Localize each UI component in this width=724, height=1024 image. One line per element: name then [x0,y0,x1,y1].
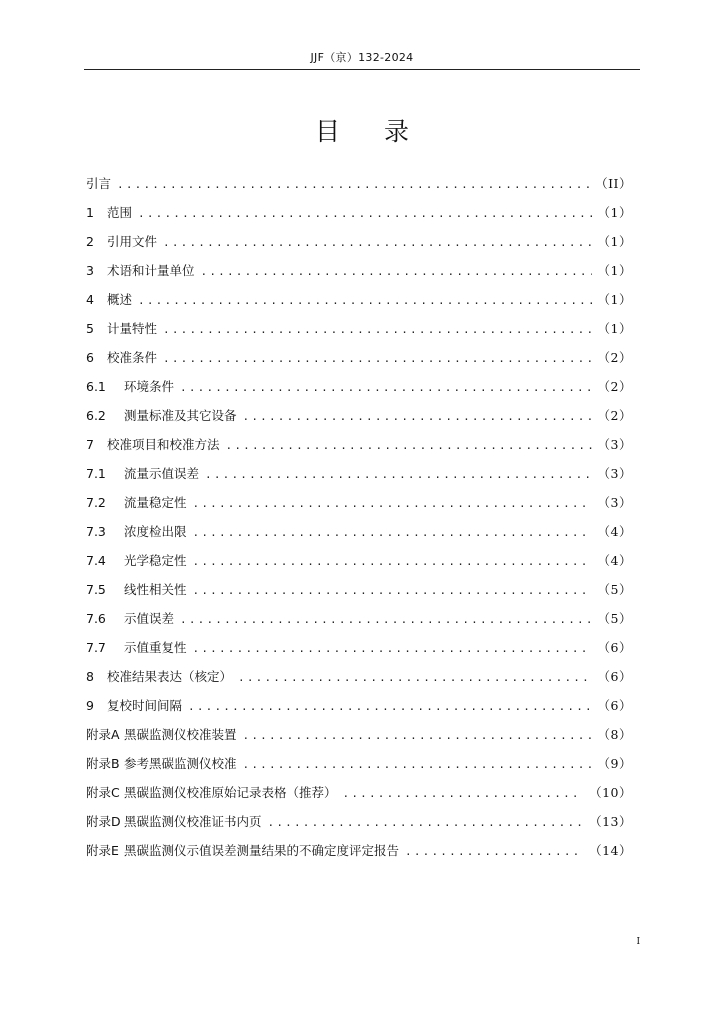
toc-entry[interactable] [86,522,632,551]
toc-entry[interactable] [86,696,632,725]
toc-entry-number: 附录A [86,727,120,742]
toc-entry-page: （3） [597,466,632,481]
toc-entry-number: 附录B [86,756,120,771]
toc-dot-leader [193,639,592,659]
toc-entry-label: 引言 [86,176,112,191]
toc-entry[interactable] [86,667,632,696]
toc-dot-leader [243,726,592,746]
toc-entry-number: 7.5 [86,582,106,597]
toc-dot-leader [268,813,584,833]
toc-entry-number: 附录C [86,785,120,800]
toc-entry-label: 校准结果表达（核定） [107,669,233,684]
toc-entry[interactable] [86,551,632,580]
toc-entry-label: 引用文件 [107,234,158,249]
toc-entry-label: 环境条件 [124,379,175,394]
toc-entry-page: （2） [597,408,632,423]
toc-dot-leader [343,784,584,804]
toc-entry-label: 测量标准及其它设备 [124,408,237,423]
toc-entry-number: 7.6 [86,611,106,626]
toc-dot-leader [193,523,592,543]
toc-entry-number: 6.2 [86,408,106,423]
toc-entry-label: 线性相关性 [124,582,187,597]
toc-entry-label: 范围 [107,205,133,220]
toc-entry-page: （9） [597,756,632,771]
toc-dot-leader [163,320,592,340]
toc-dot-leader [205,465,592,485]
running-header [84,48,640,70]
toc-entry-number: 7 [86,437,94,452]
toc-entry-number: 6.1 [86,379,106,394]
toc-entry-number: 附录D [86,814,121,829]
toc-entry[interactable] [86,435,632,464]
toc-entry[interactable] [86,203,632,232]
toc-entry-label: 示值误差 [124,611,175,626]
toc-dot-leader [163,349,592,369]
toc-entry[interactable] [86,319,632,348]
toc-entry-label: 示值重复性 [124,640,187,655]
toc-entry-label: 浓度检出限 [124,524,187,539]
title-char-left: 目 [314,117,340,146]
toc-dot-leader [243,755,592,775]
toc-entry-number: 7.4 [86,553,106,568]
toc-entry-page: （1） [597,205,632,220]
toc-entry-page: （8） [597,727,632,742]
toc-entry-number: 7.3 [86,524,106,539]
toc-entry[interactable] [86,493,632,522]
toc-entry-page: （2） [597,350,632,365]
toc-entry[interactable] [86,812,632,841]
toc-dot-leader [243,407,592,427]
toc-entry-number: 2 [86,234,94,249]
toc-entry[interactable] [86,261,632,290]
toc-dot-leader [201,262,592,282]
toc-entry-page: （3） [597,495,632,510]
toc-entry[interactable] [86,406,632,435]
toc-entry[interactable] [86,841,632,870]
toc-entry-number: 3 [86,263,94,278]
toc-entry-label: 黑碳监测仪校准证书内页 [124,814,262,829]
toc-entry-label: 校准条件 [107,350,158,365]
toc-entry-page: （5） [597,611,632,626]
toc-entry-page: （6） [597,640,632,655]
toc-entry-page: （II） [595,176,632,191]
toc-entry[interactable] [86,464,632,493]
toc-dot-leader [138,204,592,224]
toc-entry-label: 流量稳定性 [124,495,187,510]
toc-dot-leader [180,378,592,398]
toc-entry[interactable] [86,580,632,609]
toc-entry-label: 复校时间间隔 [107,698,183,713]
toc-entry-label: 黑碳监测仪示值误差测量结果的不确定度评定报告 [124,843,400,858]
toc-dot-leader [226,436,592,456]
table-of-contents [86,174,632,870]
toc-entry-label: 概述 [107,292,133,307]
toc-dot-leader [238,668,592,688]
toc-dot-leader [193,494,592,514]
toc-entry-number: 附录E [86,843,119,858]
toc-entry-label: 光学稳定性 [124,553,187,568]
toc-entry-page: （13） [589,814,632,829]
page-title [84,112,640,152]
toc-entry-label: 计量特性 [107,321,158,336]
toc-entry[interactable] [86,725,632,754]
document-code: JJF（京）132-2024 [310,51,414,64]
toc-entry[interactable] [86,609,632,638]
toc-dot-leader [117,175,589,195]
toc-entry-page: （2） [597,379,632,394]
toc-entry-number: 6 [86,350,94,365]
toc-entry-label: 流量示值误差 [124,466,200,481]
toc-entry-number: 7.2 [86,495,106,510]
toc-entry-page: （1） [597,292,632,307]
toc-entry[interactable] [86,232,632,261]
toc-entry-page: （4） [597,553,632,568]
toc-entry-number: 5 [86,321,94,336]
toc-entry[interactable] [86,348,632,377]
toc-dot-leader [405,842,583,862]
toc-dot-leader [163,233,592,253]
toc-entry-number: 9 [86,698,94,713]
toc-entry[interactable] [86,290,632,319]
toc-entry-page: （6） [597,669,632,684]
toc-entry-number: 7.7 [86,640,106,655]
title-char-right: 录 [384,117,410,146]
toc-entry-page: （1） [597,234,632,249]
page-number: I [636,937,640,947]
toc-entry-label: 黑碳监测仪校准装置 [124,727,237,742]
toc-entry-page: （6） [597,698,632,713]
toc-entry-label: 黑碳监测仪校准原始记录表格（推荐） [124,785,337,800]
toc-entry-label: 校准项目和校准方法 [107,437,220,452]
toc-entry[interactable] [86,783,632,812]
toc-dot-leader [188,697,592,717]
toc-entry-page: （1） [597,263,632,278]
toc-entry-page: （5） [597,582,632,597]
toc-dot-leader [193,581,592,601]
toc-entry[interactable] [86,638,632,667]
toc-entry-page: （3） [597,437,632,452]
toc-dot-leader [138,291,592,311]
toc-entry-number: 4 [86,292,94,307]
toc-entry[interactable] [86,174,632,203]
toc-entry-page: （14） [589,843,632,858]
toc-entry-number: 1 [86,205,94,220]
toc-entry-page: （1） [597,321,632,336]
toc-dot-leader [193,552,592,572]
toc-entry-page: （4） [597,524,632,539]
toc-entry-label: 参考黑碳监测仪校准 [124,756,237,771]
toc-entry[interactable] [86,377,632,406]
toc-entry-number: 8 [86,669,94,684]
toc-entry-label: 术语和计量单位 [107,263,195,278]
toc-entry[interactable] [86,754,632,783]
toc-entry-number: 7.1 [86,466,106,481]
toc-dot-leader [180,610,592,630]
toc-entry-page: （10） [589,785,632,800]
